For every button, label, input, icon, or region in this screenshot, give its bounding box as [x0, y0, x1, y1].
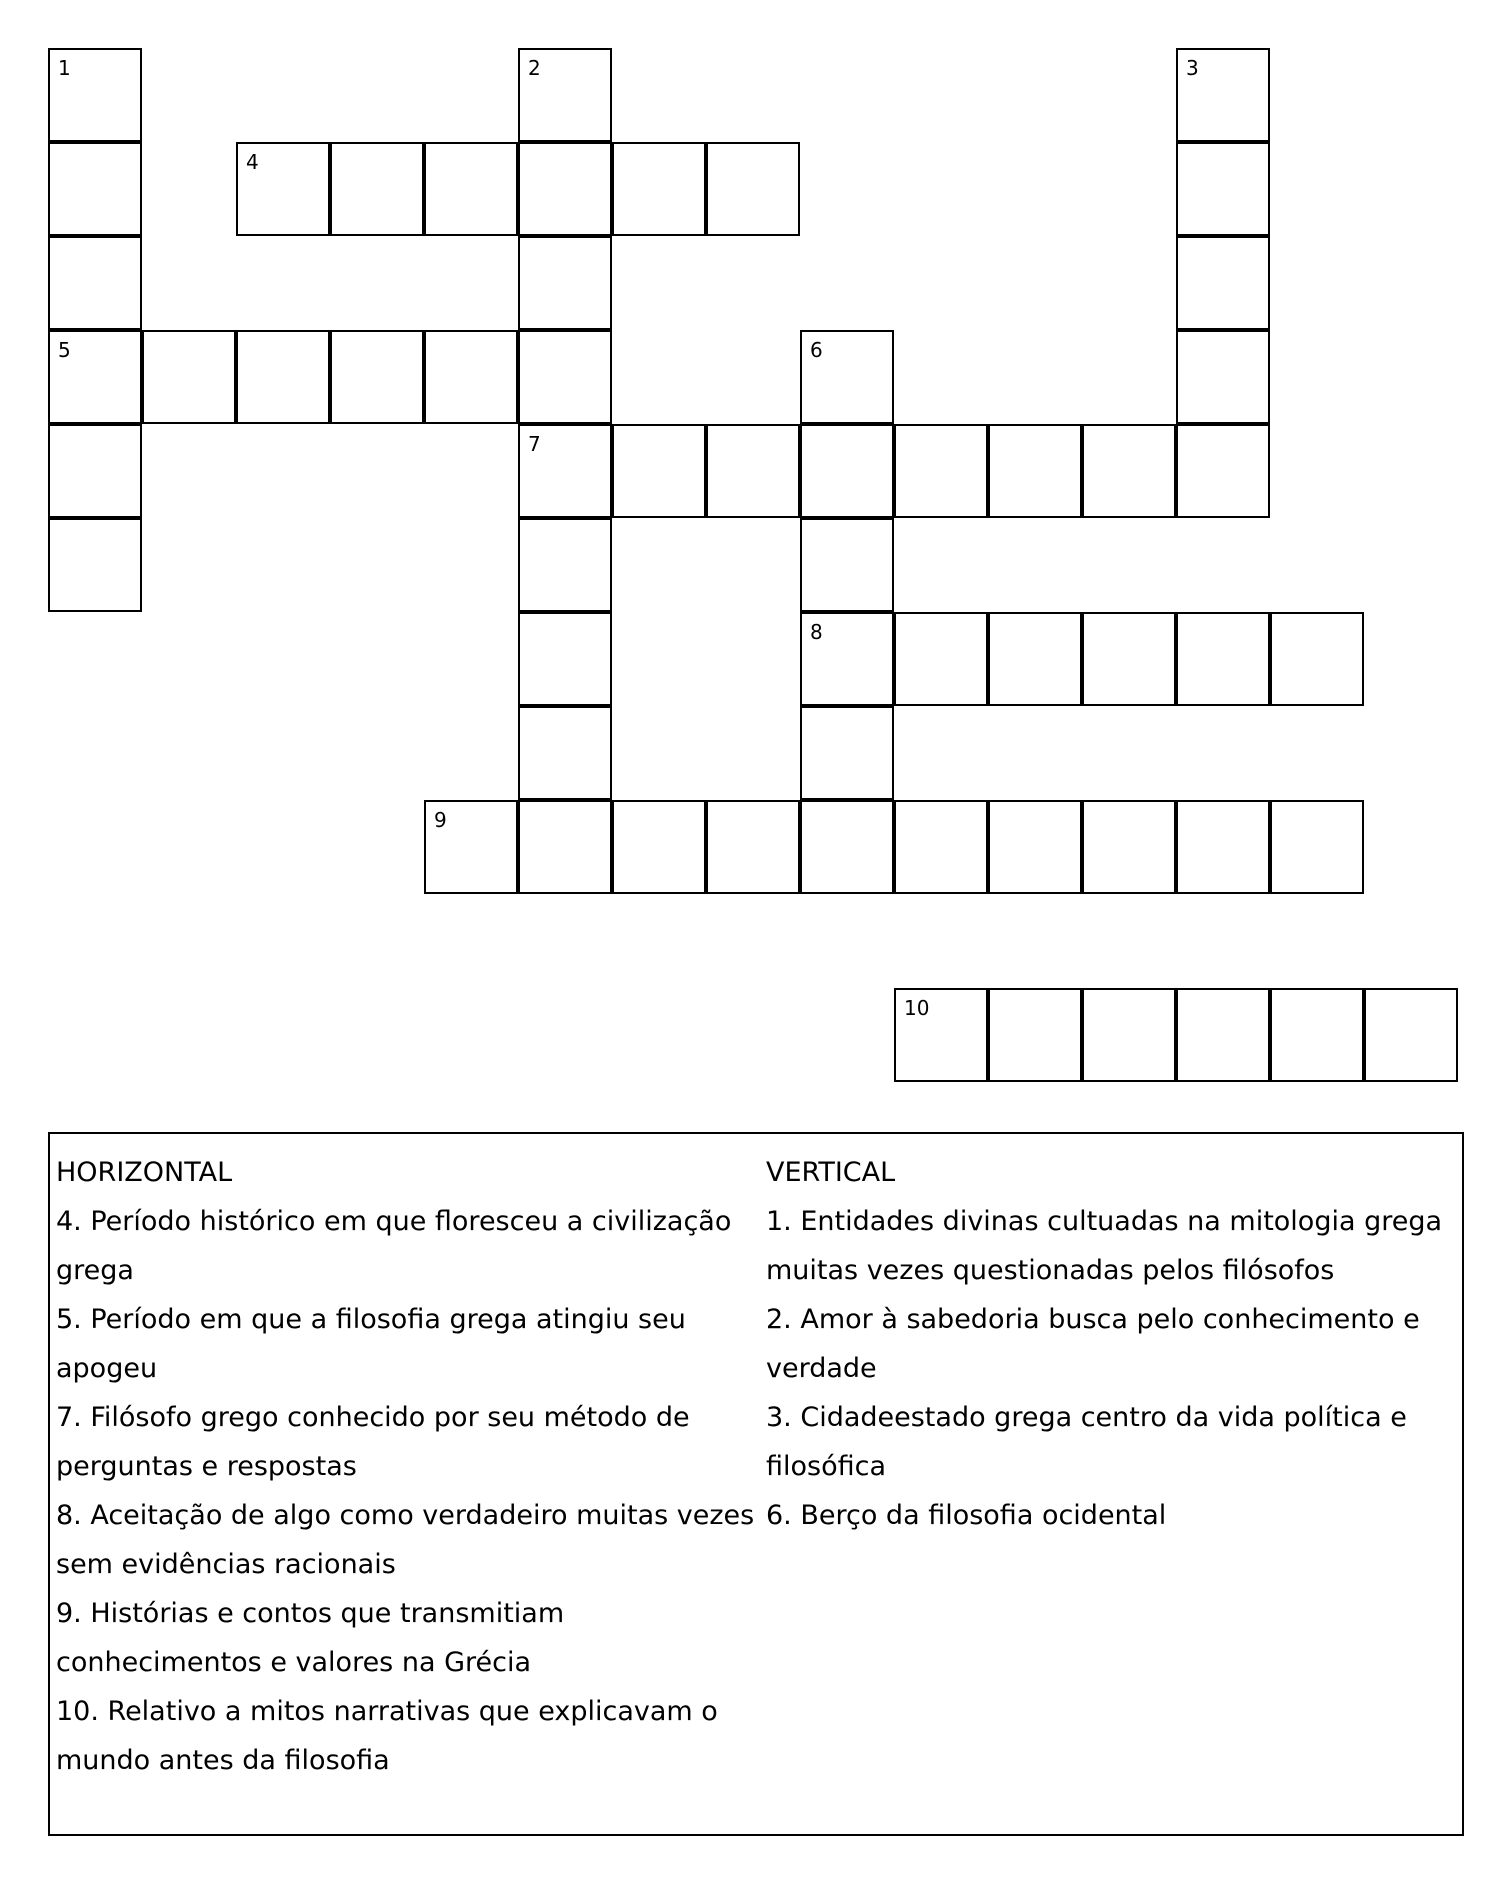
crossword-cell[interactable]	[1270, 800, 1364, 894]
crossword-cell[interactable]	[1082, 988, 1176, 1082]
crossword-cell[interactable]	[800, 612, 894, 706]
crossword-cell[interactable]	[48, 48, 142, 142]
crossword-cell[interactable]	[330, 330, 424, 424]
crossword-cell[interactable]	[706, 142, 800, 236]
clue-number: 2	[528, 56, 541, 80]
horizontal-clue-line: apogeu	[56, 1353, 158, 1384]
horizontal-clues	[56, 1148, 756, 1785]
crossword-cell[interactable]	[800, 800, 894, 894]
crossword-cell[interactable]	[330, 142, 424, 236]
crossword-cell[interactable]	[518, 424, 612, 518]
crossword-cell[interactable]	[518, 706, 612, 800]
crossword-cell[interactable]	[1176, 142, 1270, 236]
crossword-cell[interactable]	[988, 424, 1082, 518]
crossword-cell[interactable]	[48, 142, 142, 236]
horizontal-clue-line: grega	[56, 1255, 134, 1286]
clue-number: 1	[58, 56, 71, 80]
crossword-cell[interactable]	[612, 424, 706, 518]
horizontal-clue-line: 5. Período em que a filosofia grega atingiu seu	[56, 1304, 686, 1335]
crossword-cell[interactable]	[424, 800, 518, 894]
clue-number: 10	[904, 996, 930, 1020]
crossword-cell[interactable]	[142, 330, 236, 424]
crossword-cell[interactable]	[894, 424, 988, 518]
crossword-cell[interactable]	[424, 330, 518, 424]
clue-number: 9	[434, 808, 447, 832]
crossword-cell[interactable]	[48, 236, 142, 330]
horizontal-clue-line: mundo antes da filosofia	[56, 1745, 390, 1776]
horizontal-clue-line: 9. Histórias e contos que transmitiam	[56, 1598, 565, 1629]
crossword-cell[interactable]	[988, 612, 1082, 706]
horizontal-clue-line: sem evidências racionais	[56, 1549, 396, 1580]
crossword-cell[interactable]	[706, 800, 800, 894]
horizontal-clue-line: perguntas e respostas	[56, 1451, 357, 1482]
crossword-cell[interactable]	[48, 518, 142, 612]
crossword-cell[interactable]	[706, 424, 800, 518]
horizontal-clue-line: 7. Filósofo grego conhecido por seu método de	[56, 1402, 690, 1433]
crossword-cell[interactable]	[1082, 612, 1176, 706]
crossword-cell[interactable]	[1270, 988, 1364, 1082]
crossword-cell[interactable]	[518, 142, 612, 236]
vertical-clue-line: filosófica	[766, 1451, 887, 1482]
crossword-cell[interactable]	[1176, 424, 1270, 518]
vertical-clue-line: muitas vezes questionadas pelos filósofos	[766, 1255, 1335, 1286]
crossword-cell[interactable]	[800, 424, 894, 518]
crossword-cell[interactable]	[800, 330, 894, 424]
crossword-cell[interactable]	[236, 330, 330, 424]
vertical-clue-line: 1. Entidades divinas cultuadas na mitologia grega	[766, 1206, 1443, 1237]
clue-box	[48, 1132, 1464, 1836]
crossword-cell[interactable]	[800, 706, 894, 800]
crossword-cell[interactable]	[1176, 330, 1270, 424]
clue-number: 3	[1186, 56, 1199, 80]
clue-number: 4	[246, 150, 259, 174]
crossword-cell[interactable]	[612, 142, 706, 236]
horizontal-clue-line: conhecimentos e valores na Grécia	[56, 1647, 532, 1678]
crossword-cell[interactable]	[1176, 48, 1270, 142]
crossword-cell[interactable]	[1082, 424, 1176, 518]
horizontal-clue-line: 8. Aceitação de algo como verdadeiro muitas vezes	[56, 1500, 755, 1531]
crossword-cell[interactable]	[1176, 800, 1270, 894]
crossword-cell[interactable]	[894, 612, 988, 706]
clue-number: 6	[810, 338, 823, 362]
crossword-cell[interactable]	[518, 330, 612, 424]
crossword-cell[interactable]	[1270, 612, 1364, 706]
crossword-cell[interactable]	[518, 612, 612, 706]
clue-number: 7	[528, 432, 541, 456]
crossword-cell[interactable]	[1364, 988, 1458, 1082]
crossword-cell[interactable]	[1176, 236, 1270, 330]
vertical-heading: VERTICAL	[766, 1157, 896, 1188]
crossword-cell[interactable]	[1176, 612, 1270, 706]
crossword-cell[interactable]	[518, 236, 612, 330]
crossword-cell[interactable]	[894, 988, 988, 1082]
crossword-cell[interactable]	[518, 48, 612, 142]
vertical-clue-line: verdade	[766, 1353, 877, 1384]
crossword-cell[interactable]	[988, 800, 1082, 894]
clue-number: 5	[58, 338, 71, 362]
crossword-cell[interactable]	[424, 142, 518, 236]
crossword-cell[interactable]	[518, 518, 612, 612]
horizontal-clue-line: 10. Relativo a mitos narrativas que explicavam o	[56, 1696, 718, 1727]
crossword-cell[interactable]	[1082, 800, 1176, 894]
clue-number: 8	[810, 620, 823, 644]
horizontal-clue-line: 4. Período histórico em que floresceu a civilização	[56, 1206, 732, 1237]
crossword-cell[interactable]	[236, 142, 330, 236]
crossword-cell[interactable]	[48, 330, 142, 424]
vertical-clue-line: 6. Berço da filosofia ocidental	[766, 1500, 1167, 1531]
crossword-cell[interactable]	[1176, 988, 1270, 1082]
crossword-cell[interactable]	[894, 800, 988, 894]
vertical-clues	[766, 1148, 1456, 1540]
horizontal-heading: HORIZONTAL	[56, 1157, 233, 1188]
vertical-clue-line: 3. Cidadeestado grega centro da vida política e	[766, 1402, 1407, 1433]
crossword-cell[interactable]	[988, 988, 1082, 1082]
crossword-cell[interactable]	[48, 424, 142, 518]
crossword-cell[interactable]	[518, 800, 612, 894]
crossword-cell[interactable]	[800, 518, 894, 612]
vertical-clue-line: 2. Amor à sabedoria busca pelo conhecimento e	[766, 1304, 1420, 1335]
crossword-cell[interactable]	[612, 800, 706, 894]
